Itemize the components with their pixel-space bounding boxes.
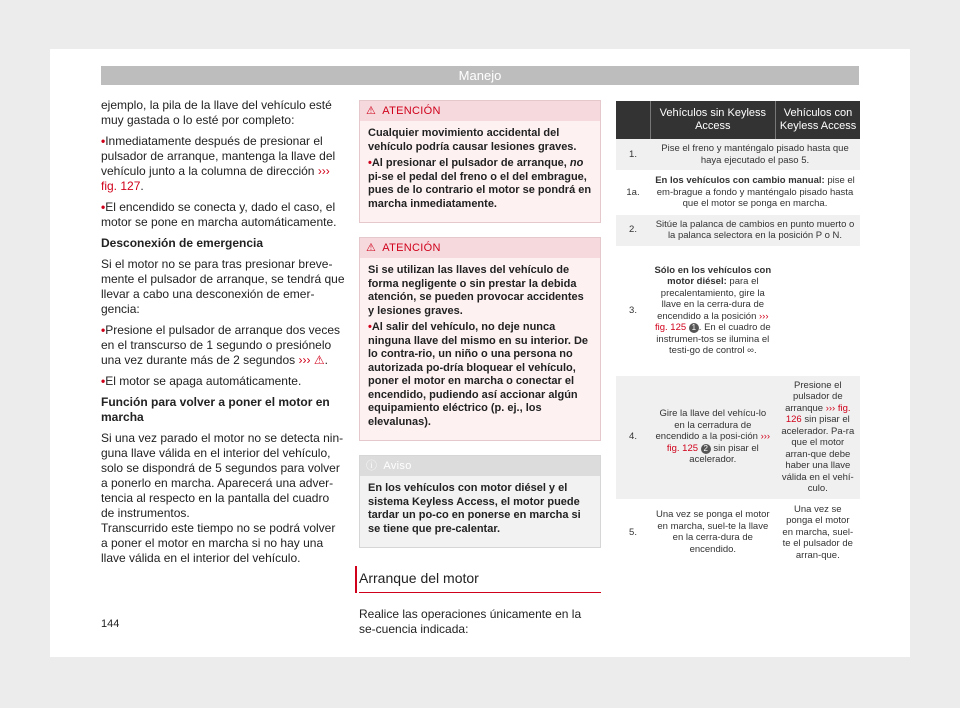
- figure-link[interactable]: ››› fig. 127: [101, 164, 330, 193]
- warning-bullet: [368, 157, 592, 211]
- subheading-restart: Función para volver a poner el motor en marcha: [101, 395, 330, 424]
- step-text: sin pisar el acelerador. Pa-ra que el motor arran-que debe haber una llave válida en el vehí-culo.: [781, 414, 855, 494]
- step-cell: [650, 171, 860, 215]
- figure-link[interactable]: ››› fig. 125: [666, 431, 771, 454]
- bullet-item: • Presione el pulsador de arranque dos veces en el transcurso de 1 segundo o presiónelo una vez durante más de 2 segundos ››› ⚠.: [101, 323, 345, 368]
- note-box: [359, 455, 601, 548]
- step-text: Sitúe la palanca de cambios en punto muerto o la palanca selectora en la posición P o N.: [650, 214, 860, 246]
- step-text: Gire la llave del vehícu-lo en la cerradura de encendido a la posi-ción: [655, 408, 767, 443]
- bullet-item: [101, 200, 345, 230]
- table-row: [616, 246, 860, 375]
- step-cell: [650, 375, 776, 499]
- table-row: [616, 139, 860, 171]
- warning-label: ATENCIÓN: [382, 242, 441, 254]
- step-number: 2.: [616, 214, 650, 246]
- warning-box-body: [360, 121, 600, 222]
- bullet-text: El encendido se conecta y, dado el caso, el motor se pone en marcha automáticamente.: [101, 200, 337, 229]
- step-text: Presione el pulsador de arranque: [785, 379, 843, 414]
- figure-link[interactable]: ››› fig. 125: [654, 310, 769, 333]
- section-title: Arranque del motor: [359, 564, 601, 593]
- step-bold-text: En los vehículos con cambio manual:: [655, 175, 825, 186]
- bullet-item: [101, 374, 345, 389]
- paragraph: Si una vez parado el motor no se detecta nin-guna llave válida en el interior del vehículo, solo se dispondrá de 5 segundos para volver a ponerlo en marcha. Aparecerá una adver-tencia al respecto en la pantalla del cuadro de instrumentos.: [101, 431, 344, 520]
- step-number: 4.: [616, 375, 650, 499]
- column-middle: [359, 100, 601, 637]
- step-number: 1a.: [616, 171, 650, 215]
- table-row: [616, 499, 860, 566]
- step-cell: [776, 375, 860, 499]
- table-row: [616, 214, 860, 246]
- table-row: [616, 171, 860, 215]
- subheading-emergency: Desconexión de emergencia: [101, 236, 264, 250]
- warning-text: Al salir del vehículo, no deje nunca ninguna llave del mismo en su interior. De lo contra-rio, un niño o una persona no autorizada po-dría bloquear el vehículo, poner el motor en marcha o conectar el encendido, pudiendo así accionar algún equipamiento eléctrico (p. ej., los elevalunas).: [368, 321, 589, 428]
- warning-text: Al presionar el pulsador de arranque,: [371, 157, 567, 169]
- page-number: 144: [101, 618, 120, 630]
- bullet-text: Presione el pulsador de arranque dos veces en el transcurso de 1 segundo o presiónelo una vez durante más de 2 segundos: [101, 323, 341, 367]
- bullet-item: • Inmediatamente después de presionar el pulsador de arranque, mantenga la llave del vehículo junto a la columna de dirección ››› fig. 127.: [101, 134, 345, 194]
- step-number: 5.: [616, 499, 650, 566]
- paragraph: Si el motor no se para tras presionar breve-mente el pulsador de arranque, se tendrá que llevar a cabo una desconexión de emer-gencia:: [101, 257, 345, 316]
- table-header-with-keyless: Vehículos con Keyless Access: [776, 101, 860, 139]
- warning-triangle-icon: ⚠: [366, 105, 377, 117]
- step-text: Una vez se ponga el motor en marcha, suel-te la llave en la cerra-dura de encendido.: [650, 499, 776, 566]
- warning-triangle-icon: ⚠: [313, 353, 325, 367]
- page-header-title: Manejo: [458, 68, 502, 83]
- warning-text: pi-se el pedal del freno o el del embrague, pues de lo contrario el motor se pondrá en marcha inmediatamente.: [368, 170, 592, 210]
- table-header-empty: [616, 101, 650, 139]
- warning-text: Si se utilizan las llaves del vehículo de forma negligente o sin prestar la debida atención, se pueden provocar accidentes y lesiones graves.: [368, 264, 584, 317]
- warning-box-body: [360, 258, 600, 440]
- note-box-body: [360, 476, 600, 547]
- step-bold-text: Sólo en los vehículos con motor diésel:: [654, 264, 772, 287]
- warning-link[interactable]: ›››: [298, 353, 311, 367]
- note-label: Aviso: [383, 460, 412, 472]
- step-text: Pise el freno y manténgalo pisado hasta que haya ejecutado el paso 5.: [650, 139, 860, 171]
- note-text: En los vehículos con motor diésel y el sistema Keyless Access, el motor puede tardar un po-co en ponerse en marcha si se tiene que pre-calentar.: [368, 482, 581, 535]
- bullet-text: El motor se apaga automáticamente.: [105, 374, 302, 388]
- step-text: sin pisar el acelerador.: [689, 442, 759, 466]
- table-row: [616, 375, 860, 499]
- glow-plug-icon: ∞: [747, 345, 754, 356]
- info-icon: ⓘ: [366, 460, 378, 472]
- note-box-header: [360, 456, 600, 476]
- warning-label: ATENCIÓN: [382, 105, 441, 117]
- step-text: . En el cuadro de instrumen-tos se ilumina el testi-go de control: [656, 322, 771, 356]
- emphasis: no: [569, 157, 584, 169]
- warning-box-header: [360, 238, 600, 258]
- column-left: [101, 98, 345, 572]
- warning-box-2: [359, 237, 601, 441]
- step-text: para el precalentamiento, gire la llave en la cerra-dura de encendido a la posición: [657, 276, 765, 322]
- warning-box-1: [359, 100, 601, 223]
- step-number: 3.: [616, 246, 650, 375]
- figure-link[interactable]: ››› fig. 126: [785, 402, 851, 425]
- warning-bullet: [368, 321, 592, 429]
- table-header-row: [616, 101, 860, 139]
- warning-text: Cualquier movimiento accidental del vehículo podría causar lesiones graves.: [368, 127, 577, 153]
- table-header-without-keyless: Vehículos sin Keyless Access: [650, 101, 776, 139]
- step-cell-empty: [776, 246, 860, 375]
- callout-number-icon: 2: [701, 444, 711, 454]
- steps-table: [616, 101, 860, 566]
- step-text: Una vez se ponga el motor en marcha, suel-te el pulsador de arran-que.: [776, 499, 860, 566]
- bullet-text: Inmediatamente después de presionar el pulsador de arranque, mantenga la llave del vehículo junto a la columna de dirección: [101, 134, 336, 178]
- section-intro: Realice las operaciones únicamente en la se-cuencia indicada:: [359, 607, 582, 636]
- paragraph: Transcurrido este tiempo no se podrá volver a poner el motor en marcha si no hay una llave válida en el interior del vehículo.: [101, 521, 336, 565]
- paragraph: ejemplo, la pila de la llave del vehículo esté muy gastada o lo esté por completo:: [101, 98, 332, 127]
- warning-triangle-icon: ⚠: [366, 242, 377, 254]
- step-text: pise el em-brague a fondo y manténgalo pisado hasta que el motor se ponga en marcha.: [656, 175, 855, 209]
- step-cell: Sólo en los vehículos con motor diésel: para el precalentamiento, gire la llave en la cerra-dura de encendido a la posición ››› fig. 125 1 . En el cuadro de instrumen-tos se ilumina el testi-go de control ∞.: [650, 246, 776, 375]
- step-number: 1.: [616, 139, 650, 171]
- callout-number-icon: 1: [689, 323, 699, 333]
- warning-box-header: [360, 101, 600, 121]
